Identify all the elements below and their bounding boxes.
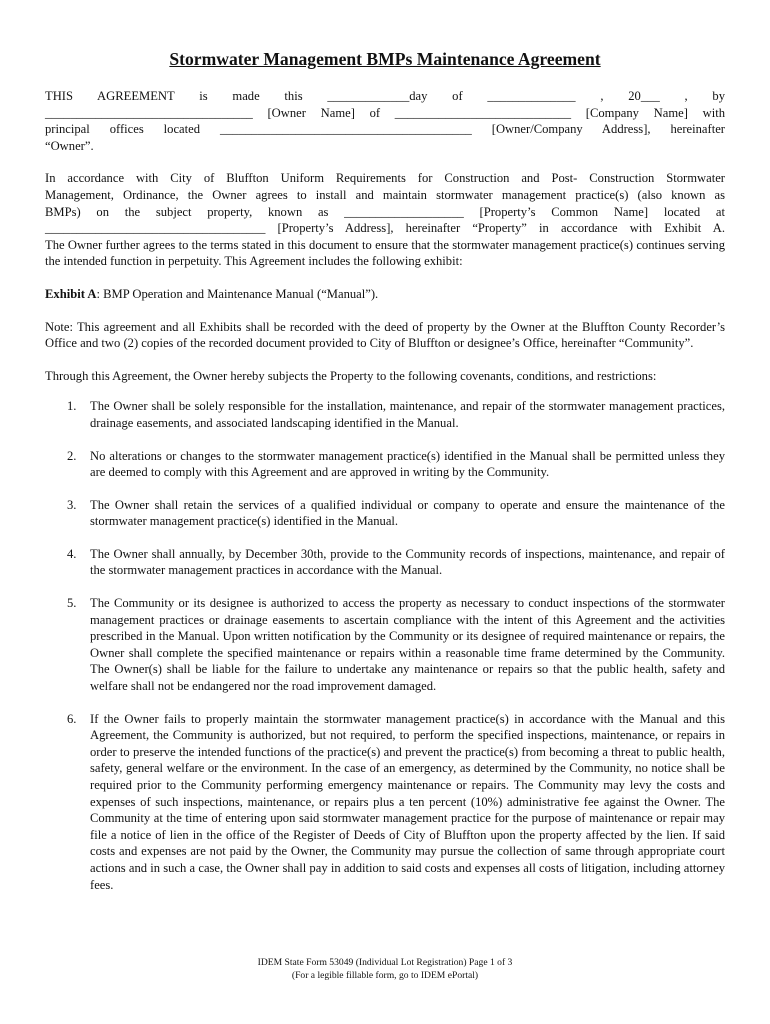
list-item	[45, 711, 725, 894]
list-item-number: 3.	[67, 497, 77, 512]
accordance-line-2: Management, Ordinance, the Owner agrees to install and maintain stormwater management practice(s) (also known as	[45, 187, 725, 202]
list-item-text: No alterations or changes to the stormwater management practice(s) identified in the Manual shall be permitted unless they are deemed to comply with this Agreement and are approved in writing by the Community.	[90, 448, 725, 480]
list-item	[45, 398, 725, 431]
covenants-intro: Through this Agreement, the Owner hereby subjects the Property to the following covenants, conditions, and restrictions:	[45, 368, 657, 383]
accordance-line-1: In accordance with City of Bluffton Uniform Requirements for Construction and Post- Construction Stormwater	[45, 171, 725, 186]
accordance-paragraph	[45, 170, 725, 270]
intro-line-4: “Owner”.	[45, 138, 94, 153]
list-item-text: If the Owner fails to properly maintain the stormwater management practice(s) in accordance with the Manual and this Agreement, the Community is authorized, but not required, to perform the specified inspections, maintenance, or repairs in order to preserve the intended functions of the practice(s) and prevent the practice(s) from becoming a threat to public health, safety, general welfare or the environment. In the case of an emergency, as determined by the Community, no notice shall be required prior to the Community performing emergency maintenance or repairs. The Community may levy the costs and expenses of such inspections, maintenance, or repairs plus a ten percent (10%) administrative fee against the Owner. The Community at the time of entering upon said stormwater management practice for the purpose of maintenance or repair may file a notice of lien in the office of the Register of Deeds of City of Bluffton upon the property affected by the lien. If said costs and expenses are not paid by the Owner, the Community may pursue the collection of same through appropriate court actions and in such a case, the Owner shall pay in addition to said costs and expenses all costs of litigation, including attorney fees.	[90, 711, 725, 892]
list-item	[45, 595, 725, 695]
exhibit-line	[45, 286, 725, 303]
list-item	[45, 448, 725, 481]
footer-form-line: IDEM State Form 53049 (Individual Lot Registration) Page 1 of 3	[257, 957, 513, 968]
intro-line-1: THIS AGREEMENT is made this _____________day of ______________ , 20___ , by	[45, 89, 725, 103]
intro-line-3: principal offices located ________________________________________ [Owner/Company Address], hereinafter	[45, 122, 725, 137]
document-page	[45, 48, 725, 909]
list-item-text: The Community or its designee is authorized to access the property as necessary to conduct inspections of the stormwater management practices or drainage easements to ascertain compliance with the intent of this Agreement and the activities prescribed in the Manual. Upon written notification by the Community or its designee of required maintenance or repairs, the Owner shall complete the specified maintenance or repairs within a reasonable time frame determined by the Community. The Owner(s) shall be liable for the failure to undertake any maintenance or repairs so that the public health, safety and welfare shall not be endangered nor the road improvement damaged.	[90, 596, 725, 694]
list-item-text: The Owner shall annually, by December 30th, provide to the Community records of inspections, maintenance, and repair of the stormwater management practices in accordance with the Manual.	[90, 546, 725, 578]
list-item-number: 6.	[67, 711, 77, 726]
page-footer	[0, 956, 770, 982]
list-item-number: 2.	[67, 448, 77, 463]
intro-paragraph	[45, 88, 725, 154]
list-item-text: The Owner shall retain the services of a qualified individual or company to operate and ensure the maintenance of the stormwater management practice(s) identified in the Manual.	[90, 497, 725, 529]
list-item-number: 1.	[67, 399, 77, 414]
list-item-text: The Owner shall be solely responsible for the installation, maintenance, and repair of the stormwater management practices, drainage easements, and associated landscaping identified in the Manual.	[90, 399, 725, 430]
accordance-line-3: BMPs) on the subject property, known as ___________________ [Property’s Common Name] located at	[45, 204, 725, 219]
exhibit-text: : BMP Operation and Maintenance Manual (“Manual”).	[96, 286, 379, 301]
note-paragraph: Note: This agreement and all Exhibits shall be recorded with the deed of property by the Owner at the Bluffton County Recorder’s Office and two (2) copies of the recorded document provided to City of Bluffton or designee’s Office, hereinafter “Community”.	[45, 319, 725, 351]
list-item	[45, 497, 725, 530]
exhibit-label: Exhibit A	[45, 286, 97, 301]
covenants-list	[45, 398, 725, 893]
accordance-line-5: The Owner further agrees to the terms stated in this document to ensure that the stormwater management practice(s) continues serving the intended function in perpetuity. This Agreement includes the following exhibit:	[45, 237, 725, 269]
footer-eportal-line: (For a legible fillable form, go to IDEM ePortal)	[291, 970, 479, 981]
list-item	[45, 546, 725, 579]
intro-line-2: _________________________________ [Owner Name] of ____________________________ [Company Name] with	[45, 105, 725, 120]
document-title: Stormwater Management BMPs Maintenance Agreement	[169, 49, 601, 69]
list-item-number: 5.	[67, 596, 77, 611]
list-item-number: 4.	[67, 546, 77, 561]
accordance-line-4: ___________________________________ [Property’s Address], hereinafter “Property” in accordance with Exhibit A.	[45, 221, 725, 236]
